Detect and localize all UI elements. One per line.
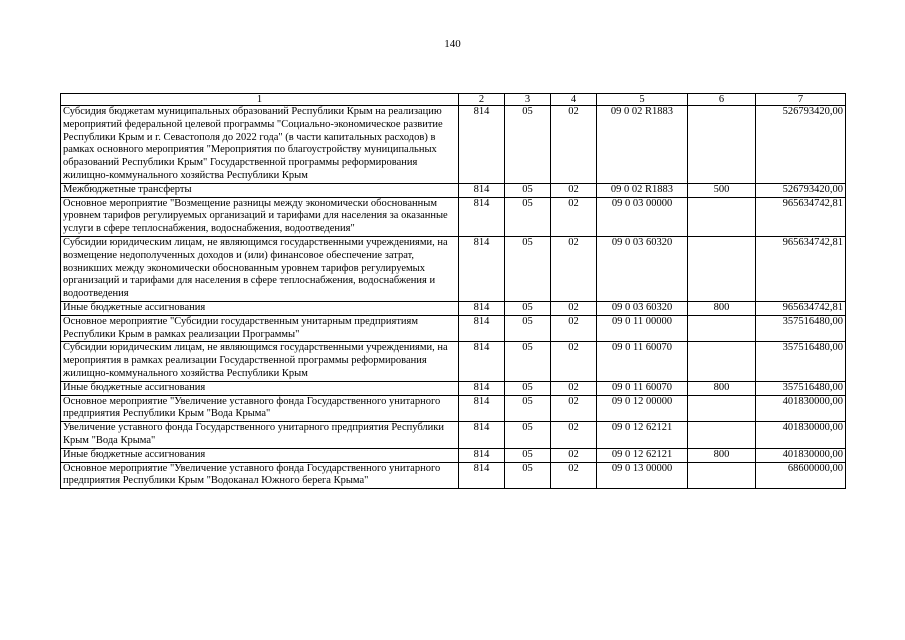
table-row <box>61 381 846 395</box>
row-section: 05 <box>505 395 551 422</box>
row-section: 05 <box>505 462 551 489</box>
row-name: Увеличение уставного фонда Государственного унитарного предприятия Республики Крым "Вода Крыма" <box>61 422 459 449</box>
row-expense-type <box>688 462 756 489</box>
row-name: Субсидия бюджетам муниципальных образований Республики Крым на реализацию мероприятий федеральной целевой программы "Социально-экономическое развитие Республики Крым и г. Севастополя до 2022 года" (в части капитальных расходов) в рамках основного мероприятия "Мероприятия по благоустройству муниципальных образований Республики Крым" Государственной программы реформирования жилищно-коммунального хозяйства Республики Крым <box>61 106 459 184</box>
header-col-1: 1 <box>61 94 459 106</box>
row-amount: 401830000,00 <box>756 422 846 449</box>
row-subsection: 02 <box>551 315 597 342</box>
header-col-4: 4 <box>551 94 597 106</box>
table-row <box>61 236 846 301</box>
row-expense-type <box>688 395 756 422</box>
row-target-article: 09 0 12 62121 <box>597 422 688 449</box>
row-ministry-code: 814 <box>459 197 505 236</box>
row-expense-type <box>688 422 756 449</box>
row-expense-type <box>688 106 756 184</box>
row-subsection: 02 <box>551 342 597 381</box>
row-expense-type: 800 <box>688 381 756 395</box>
table-row <box>61 315 846 342</box>
row-ministry-code: 814 <box>459 106 505 184</box>
row-section: 05 <box>505 301 551 315</box>
table-row <box>61 197 846 236</box>
table-row <box>61 183 846 197</box>
row-name: Субсидии юридическим лицам, не являющимся государственными учреждениями, на возмещение недополученных доходов и (или) финансовое обеспечение затрат, возникших между экономически обоснованным уровнем тарифов регулируемых организаций и тарифами для населения в сфере теплоснабжения, водоснабжения и водоотведения <box>61 236 459 301</box>
row-expense-type <box>688 315 756 342</box>
row-subsection: 02 <box>551 301 597 315</box>
row-expense-type: 800 <box>688 448 756 462</box>
row-target-article: 09 0 11 60070 <box>597 342 688 381</box>
row-name: Основное мероприятие "Возмещение разницы между экономически обоснованным уровнем тарифов регулируемых организаций и тарифами для населения за оказанные услуги в сфере теплоснабжения, водоснабжения, водоотведения" <box>61 197 459 236</box>
header-col-7: 7 <box>756 94 846 106</box>
row-amount: 401830000,00 <box>756 448 846 462</box>
row-ministry-code: 814 <box>459 448 505 462</box>
header-col-2: 2 <box>459 94 505 106</box>
row-name: Субсидии юридическим лицам, не являющимся государственными учреждениями, на мероприятия в рамках реализации Государственной программы реформирования жилищно-коммунального хозяйства Республики Крым <box>61 342 459 381</box>
row-section: 05 <box>505 236 551 301</box>
row-section: 05 <box>505 106 551 184</box>
header-col-6: 6 <box>688 94 756 106</box>
row-name: Иные бюджетные ассигнования <box>61 448 459 462</box>
row-amount: 965634742,81 <box>756 197 846 236</box>
row-expense-type <box>688 342 756 381</box>
row-target-article: 09 0 03 00000 <box>597 197 688 236</box>
row-amount: 357516480,00 <box>756 315 846 342</box>
table-row <box>61 342 846 381</box>
row-target-article: 09 0 12 00000 <box>597 395 688 422</box>
row-amount: 965634742,81 <box>756 236 846 301</box>
row-expense-type: 800 <box>688 301 756 315</box>
row-amount: 965634742,81 <box>756 301 846 315</box>
row-target-article: 09 0 03 60320 <box>597 236 688 301</box>
row-expense-type <box>688 197 756 236</box>
row-amount: 526793420,00 <box>756 106 846 184</box>
row-target-article: 09 0 03 60320 <box>597 301 688 315</box>
row-amount: 357516480,00 <box>756 381 846 395</box>
row-section: 05 <box>505 342 551 381</box>
table-row <box>61 448 846 462</box>
header-row <box>61 94 846 106</box>
page-number: 140 <box>444 38 461 50</box>
row-ministry-code: 814 <box>459 462 505 489</box>
table-row <box>61 106 846 184</box>
row-ministry-code: 814 <box>459 395 505 422</box>
table-row <box>61 422 846 449</box>
row-subsection: 02 <box>551 183 597 197</box>
row-ministry-code: 814 <box>459 183 505 197</box>
row-amount: 401830000,00 <box>756 395 846 422</box>
row-ministry-code: 814 <box>459 381 505 395</box>
row-subsection: 02 <box>551 381 597 395</box>
row-section: 05 <box>505 448 551 462</box>
row-amount: 526793420,00 <box>756 183 846 197</box>
row-target-article: 09 0 12 62121 <box>597 448 688 462</box>
row-subsection: 02 <box>551 462 597 489</box>
row-name: Основное мероприятие "Увеличение уставного фонда Государственного унитарного предприятия Республики Крым "Вода Крыма" <box>61 395 459 422</box>
row-section: 05 <box>505 183 551 197</box>
row-section: 05 <box>505 197 551 236</box>
row-name: Основное мероприятие "Субсидии государственным унитарным предприятиям Республики Крым в рамках реализации Программы" <box>61 315 459 342</box>
row-subsection: 02 <box>551 197 597 236</box>
row-expense-type: 500 <box>688 183 756 197</box>
table-row <box>61 301 846 315</box>
row-subsection: 02 <box>551 395 597 422</box>
row-target-article: 09 0 11 00000 <box>597 315 688 342</box>
row-name: Основное мероприятие "Увеличение уставного фонда Государственного унитарного предприятия Республики Крым "Водоканал Южного берега Крыма" <box>61 462 459 489</box>
row-target-article: 09 0 13 00000 <box>597 462 688 489</box>
row-target-article: 09 0 02 R1883 <box>597 106 688 184</box>
row-amount: 357516480,00 <box>756 342 846 381</box>
table-row <box>61 462 846 489</box>
row-name: Иные бюджетные ассигнования <box>61 381 459 395</box>
row-section: 05 <box>505 381 551 395</box>
table-row <box>61 395 846 422</box>
row-ministry-code: 814 <box>459 342 505 381</box>
row-ministry-code: 814 <box>459 236 505 301</box>
row-subsection: 02 <box>551 422 597 449</box>
header-col-3: 3 <box>505 94 551 106</box>
row-ministry-code: 814 <box>459 315 505 342</box>
row-section: 05 <box>505 315 551 342</box>
row-target-article: 09 0 02 R1883 <box>597 183 688 197</box>
row-name: Межбюджетные трансферты <box>61 183 459 197</box>
row-subsection: 02 <box>551 236 597 301</box>
row-amount: 68600000,00 <box>756 462 846 489</box>
header-col-5: 5 <box>597 94 688 106</box>
budget-table <box>60 93 846 489</box>
row-ministry-code: 814 <box>459 422 505 449</box>
row-subsection: 02 <box>551 106 597 184</box>
row-ministry-code: 814 <box>459 301 505 315</box>
row-expense-type <box>688 236 756 301</box>
row-target-article: 09 0 11 60070 <box>597 381 688 395</box>
row-subsection: 02 <box>551 448 597 462</box>
row-name: Иные бюджетные ассигнования <box>61 301 459 315</box>
row-section: 05 <box>505 422 551 449</box>
